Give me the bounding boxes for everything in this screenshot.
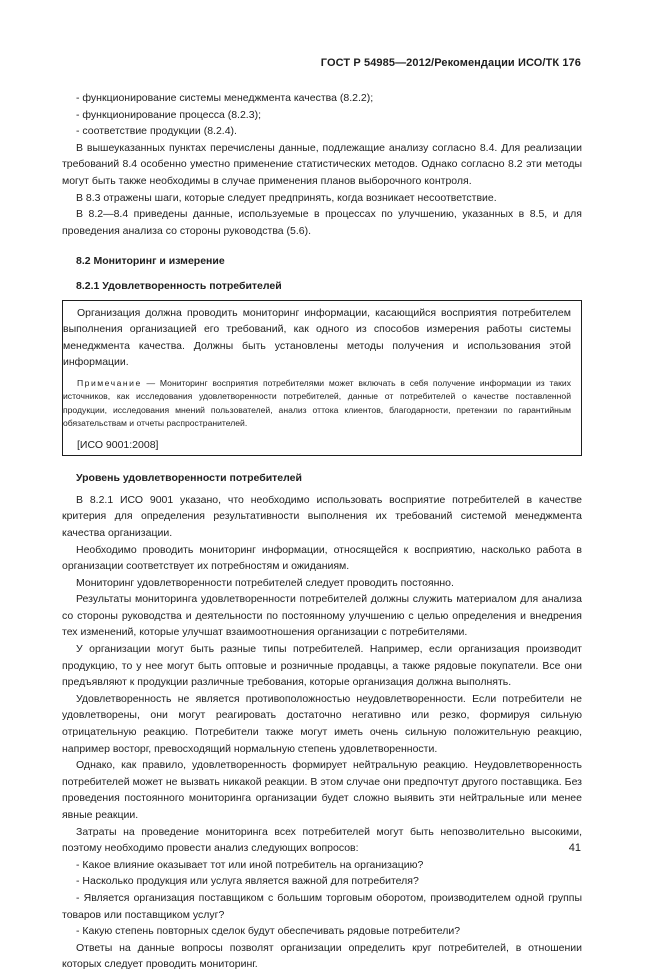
quote-note — [63, 377, 571, 431]
paragraph: Результаты мониторинга удовлетворенности потребителей должны служить материалом для анализа со стороны руководства и деятельности по постоянному улучшению с целью определения и внедрения тех изменений, которые улучшат взаимоотношения организации с потребителями. — [62, 593, 582, 639]
note-text: — Мониторинг восприятия потребителями может включать в себя получение информации из таких источников, как исследования удовлетворенности потребителей, данные от потребителей о качестве поставленной продукции, исследования мнений пользователей, анализ оттока клиентов, благодарности, претензии по гарантийным обязательствам и отчеты распространителей. — [63, 377, 571, 429]
paragraph: Необходимо проводить мониторинг информации, относящейся к восприятию, насколько работа в организации соответствует их потребностям и ожиданиям. — [62, 543, 582, 573]
list-item: - функционирование процесса (8.2.3); — [76, 108, 261, 121]
list-item: - соответствие продукции (8.2.4). — [76, 125, 237, 138]
paragraph: В 8.3 отражены шаги, которые следует предпринять, когда возникает несоответствие. — [76, 191, 497, 204]
standard-quote-box — [62, 300, 582, 457]
question-item: - Какую степень повторных сделок будут обеспечивать рядовые потребители? — [76, 925, 461, 938]
paragraph: Затраты на проведение мониторинга всех потребителей могут быть непозволительно высокими, поэтому необходимо провести анализ следующих вопросов: — [62, 825, 582, 855]
paragraph: Однако, как правило, удовлетворенность формирует нейтральную реакцию. Неудовлетворенность потребителей может не вызвать никакой реакции. В этом случае они предпочтут другого поставщика. Без проведения постоянного мониторинга организации будет сложно выявить эти нейтральные или менее явные реакции. — [62, 759, 582, 821]
paragraph: У организации могут быть разные типы потребителей. Например, если организация производит продукцию, то у нее могут быть оптовые и розничные продавцы, а также рядовые покупатели. Все они предъявляют к продукции различные требования, которые организация должна выполнять. — [62, 643, 582, 689]
quote-text: Организация должна проводить мониторинг информации, касающийся восприятия потребителем выполнения организацией его требований, как одного из способов измерения работы системы менеджмента качества. Должны быть установлены методы получения и использования этой информации. — [63, 306, 571, 369]
paragraph: Удовлетворенность не является противоположностью неудовлетворенности. Если потребители не удовлетворены, они могут реагировать достаточно негативно или резко, формируя сильную отрицательную реакцию. Потребители также могут иметь очень сильную положительную реакцию, например восторг, превосходящий нормальную степень удовлетворенности. — [62, 692, 582, 755]
page-body — [62, 90, 582, 973]
page-number: 41 — [568, 842, 581, 854]
list-item: - функционирование системы менеджмента качества (8.2.2); — [76, 92, 374, 104]
level-heading: Уровень удовлетворенности потребителей — [76, 472, 302, 485]
quote-source: [ИСО 9001:2008] — [77, 438, 159, 451]
question-item: - Является организация поставщиком с большим торговым оборотом, производителем одной группы товаров или поставщиком услуг? — [62, 891, 582, 921]
question-item: - Какое влияние оказывает тот или иной потребитель на организацию? — [76, 858, 424, 871]
paragraph: В 8.2.1 ИСО 9001 указано, что необходимо использовать восприятие потребителей в качестве критерия для определения результативности выполнения их требований системой менеджмента качества организации. — [62, 493, 582, 539]
document-header: ГОСТ Р 54985—2012/Рекомендации ИСО/ТК 176 — [320, 57, 581, 69]
note-label: Примечание — [77, 377, 142, 388]
question-item: - Насколько продукция или услуга является важной для потребителя? — [76, 875, 419, 888]
paragraph: Мониторинг удовлетворенности потребителей следует проводить постоянно. — [76, 576, 454, 589]
closing-paragraph: Ответы на данные вопросы позволят организации определить круг потребителей, в отношении которых следует проводить мониторинг. — [62, 941, 582, 971]
section-heading: 8.2 Мониторинг и измерение — [76, 255, 225, 268]
subsection-heading: 8.2.1 Удовлетворенность потребителей — [76, 279, 282, 292]
paragraph: В вышеуказанных пунктах перечислены данные, подлежащие анализу согласно 8.4. Для реализации требований 8.4 особенно уместно применение статистических методов. Однако согласно 8.2 эти методы могут быть также необходимы в случае применения планов выборочного контроля. — [62, 141, 582, 187]
paragraph: В 8.2—8.4 приведены данные, используемые в процессах по улучшению, указанных в 8.5, и для проведения анализа со стороны руководства (5.6). — [62, 208, 582, 237]
